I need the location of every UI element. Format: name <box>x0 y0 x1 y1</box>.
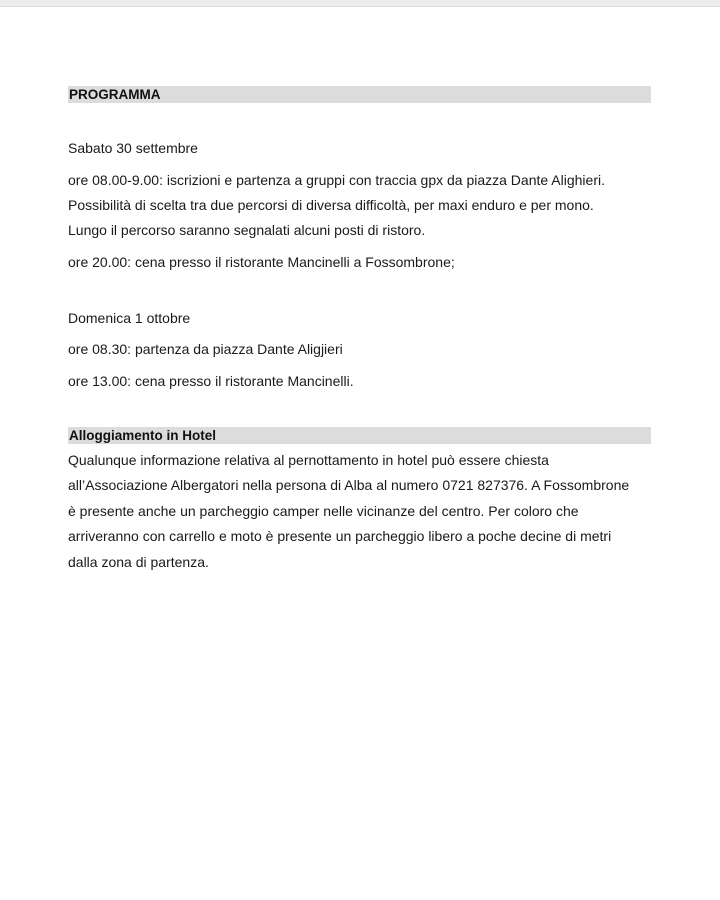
saturday-item-3: Lungo il percorso saranno segnalati alcuni posti di ristoro. <box>68 222 426 238</box>
hotel-line-1: Qualunque informazione relativa al pernottamento in hotel può essere chiesta <box>68 452 549 468</box>
saturday-item-2: Possibilità di scelta tra due percorsi di diversa difficoltà, per maxi enduro e per mono. <box>68 197 594 213</box>
saturday-item-4: ore 20.00: cena presso il ristorante Mancinelli a Fossombrone; <box>68 254 455 270</box>
hotel-line-5: dalla zona di partenza. <box>68 553 209 570</box>
hotel-line-4: arriveranno con carrello e moto è presente un parcheggio libero a poche decine di metri <box>68 528 612 545</box>
window-top-bar <box>0 0 720 7</box>
hotel-header: Alloggiamento in Hotel <box>68 427 651 444</box>
sunday-item-1: ore 08.30: partenza da piazza Dante Aligjieri <box>68 341 343 357</box>
sunday-title: Domenica 1 ottobre <box>68 310 191 326</box>
saturday-title: Sabato 30 settembre <box>68 140 198 156</box>
programma-header: PROGRAMMA <box>68 86 651 103</box>
document-page <box>68 86 651 575</box>
hotel-line-2: all’Associazione Albergatori nella persona di Alba al numero 0721 827376. A Fossombrone <box>68 477 630 494</box>
sunday-item-2: ore 13.00: cena presso il ristorante Mancinelli. <box>68 373 354 389</box>
saturday-item-1: ore 08.00-9.00: iscrizioni e partenza a gruppi con traccia gpx da piazza Dante Alighieri. <box>68 172 605 188</box>
hotel-line-3: è presente anche un parcheggio camper nelle vicinanze del centro. Per coloro che <box>68 502 579 519</box>
hotel-paragraph <box>68 448 651 575</box>
